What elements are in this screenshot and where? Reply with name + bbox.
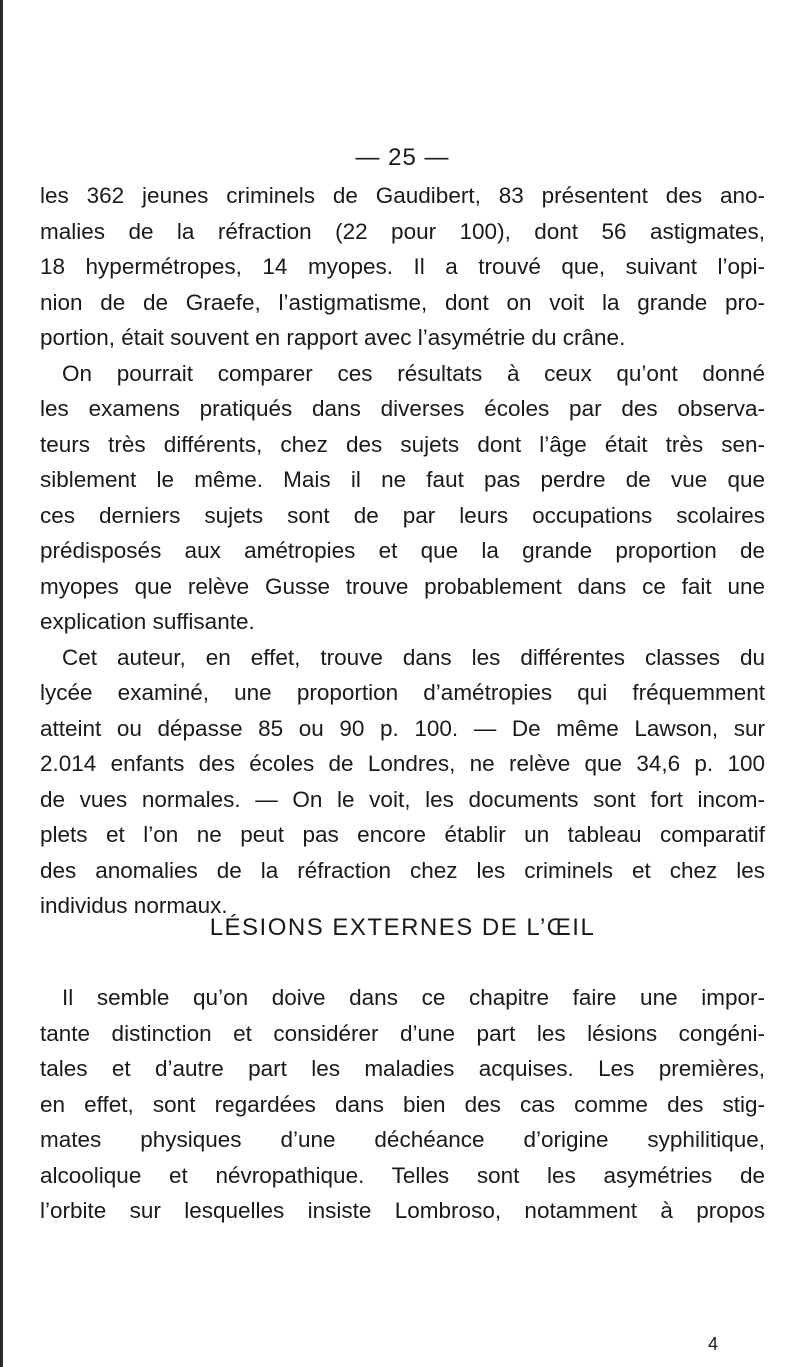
text-line: explication suffisante.	[40, 609, 255, 634]
section-heading: LÉSIONS EXTERNES DE L’ŒIL	[209, 914, 596, 941]
text-line: 2.014 enfants des écoles de Londres, ne relève que 34,6 p. 100	[40, 751, 765, 776]
signature-mark: 4	[708, 1334, 719, 1354]
text-line: mates physiques d’une déchéance d’origine syphilitique,	[40, 1127, 765, 1152]
text-line: Cet auteur, en effet, trouve dans les différentes classes du	[62, 644, 765, 670]
text-line: tante distinction et considérer d’une part les lésions congéni-	[40, 1020, 765, 1046]
text-line: myopes que relève Gusse trouve probablement dans ce fait une	[40, 573, 765, 599]
text-line: individus normaux.	[40, 893, 228, 918]
text-line: 18 hypermétropes, 14 myopes. Il a trouvé que, suivant l’opi-	[40, 254, 765, 279]
text-line: teurs très différents, chez des sujets dont l’âge était très sen-	[40, 431, 765, 457]
text-line: en effet, sont regardées dans bien des cas comme des stig-	[40, 1091, 765, 1117]
paragraph-3	[40, 640, 765, 924]
text-line: des anomalies de la réfraction chez les criminels et chez les	[40, 857, 765, 883]
paragraph-1	[40, 178, 765, 356]
text-line: atteint ou dépasse 85 ou 90 p. 100. — De même Lawson, sur	[40, 715, 765, 741]
text-line: les examens pratiqués dans diverses écoles par des observa-	[40, 396, 765, 421]
text-line: alcoolique et névropathique. Telles sont les asymétries de	[40, 1162, 765, 1188]
text-line: l’orbite sur lesquelles insiste Lombroso, notamment à propos	[40, 1198, 765, 1223]
paragraph-2	[40, 356, 765, 640]
text-line: plets et l’on ne peut pas encore établir un tableau comparatif	[40, 822, 765, 847]
text-line: de vues normales. — On le voit, les documents sont fort incom-	[40, 786, 765, 812]
text-line: prédisposés aux amétropies et que la grande proportion de	[40, 538, 765, 563]
text-line: portion, était souvent en rapport avec l’asymétrie du crâne.	[40, 325, 626, 350]
text-line: tales et d’autre part les maladies acquises. Les premières,	[40, 1056, 765, 1081]
paragraph-4	[40, 980, 765, 1229]
text-line: On pourrait comparer ces résultats à ceux qu’ont donné	[62, 360, 765, 386]
text-line: nion de de Graefe, l’astigmatisme, dont on voit la grande pro-	[40, 289, 765, 315]
page-binding-edge	[0, 0, 3, 1367]
text-line: les 362 jeunes criminels de Gaudibert, 83 présentent des ano-	[40, 183, 765, 208]
text-line: ces derniers sujets sont de par leurs occupations scolaires	[40, 502, 765, 528]
body-text-lower	[40, 980, 765, 1229]
page-number: — 25 —	[355, 144, 450, 171]
text-line: malies de la réfraction (22 pour 100), dont 56 astigmates,	[40, 218, 765, 244]
text-line: Il semble qu’on doive dans ce chapitre faire une impor-	[62, 985, 765, 1010]
body-text-upper	[40, 178, 765, 924]
text-line: siblement le même. Mais il ne faut pas perdre de vue que	[40, 467, 765, 492]
text-line: lycée examiné, une proportion d’amétropies qui fréquemment	[40, 680, 765, 705]
